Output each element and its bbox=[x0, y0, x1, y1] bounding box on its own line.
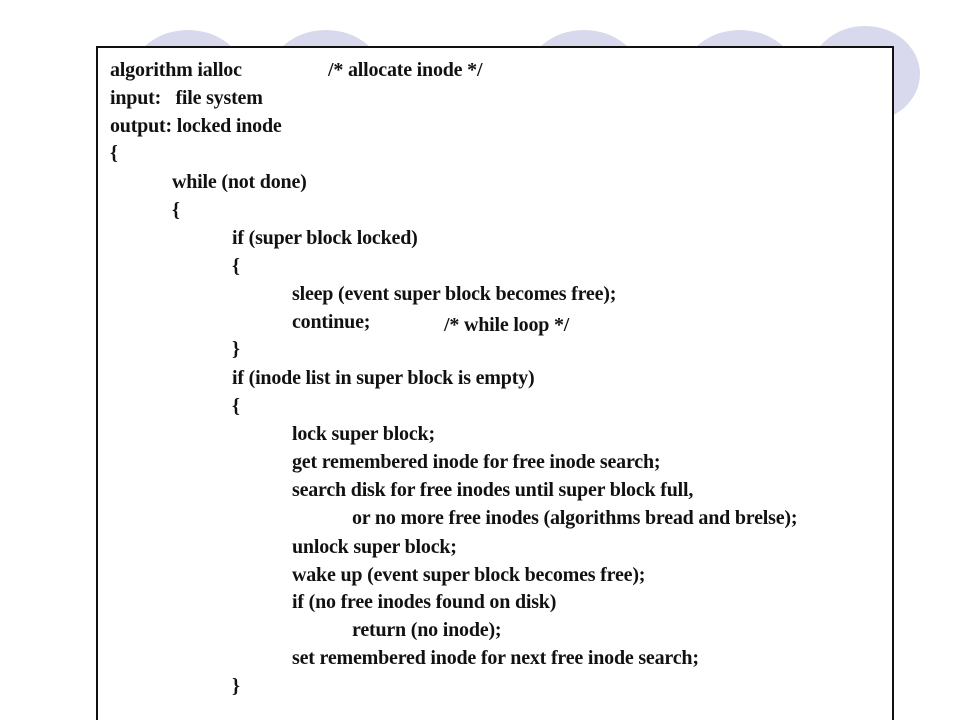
while-loop-comment: /* while loop */ bbox=[444, 314, 570, 336]
code-line: } bbox=[232, 675, 240, 697]
code-line: return (no inode); bbox=[352, 619, 502, 641]
code-line: } bbox=[232, 338, 240, 360]
allocate-comment: /* allocate inode */ bbox=[328, 59, 483, 81]
code-line: wake up (event super block becomes free); bbox=[292, 564, 646, 586]
code-line: if (super block locked) bbox=[232, 227, 418, 249]
code-line: if (inode list in super block is empty) bbox=[232, 367, 535, 389]
code-line: or no more free inodes (algorithms bread and brelse); bbox=[352, 507, 798, 529]
code-line: sleep (event super block becomes free); bbox=[292, 283, 617, 305]
code-line: output: locked inode bbox=[110, 115, 282, 137]
code-line: lock super block; bbox=[292, 423, 435, 445]
code-line: search disk for free inodes until super block full, bbox=[292, 479, 694, 501]
code-line: { bbox=[110, 142, 118, 164]
code-line: { bbox=[232, 255, 240, 277]
algorithm-listing-box bbox=[96, 46, 894, 720]
code-line: continue; bbox=[292, 311, 371, 333]
code-line: input: file system bbox=[110, 87, 263, 109]
code-line: { bbox=[172, 199, 180, 221]
code-line: unlock super block; bbox=[292, 536, 457, 558]
code-line: if (no free inodes found on disk) bbox=[292, 591, 557, 613]
code-line: while (not done) bbox=[172, 171, 307, 193]
code-line: { bbox=[232, 395, 240, 417]
code-line: get remembered inode for free inode search; bbox=[292, 451, 661, 473]
code-line: algorithm ialloc bbox=[110, 59, 242, 81]
code-line: set remembered inode for next free inode search; bbox=[292, 647, 699, 669]
